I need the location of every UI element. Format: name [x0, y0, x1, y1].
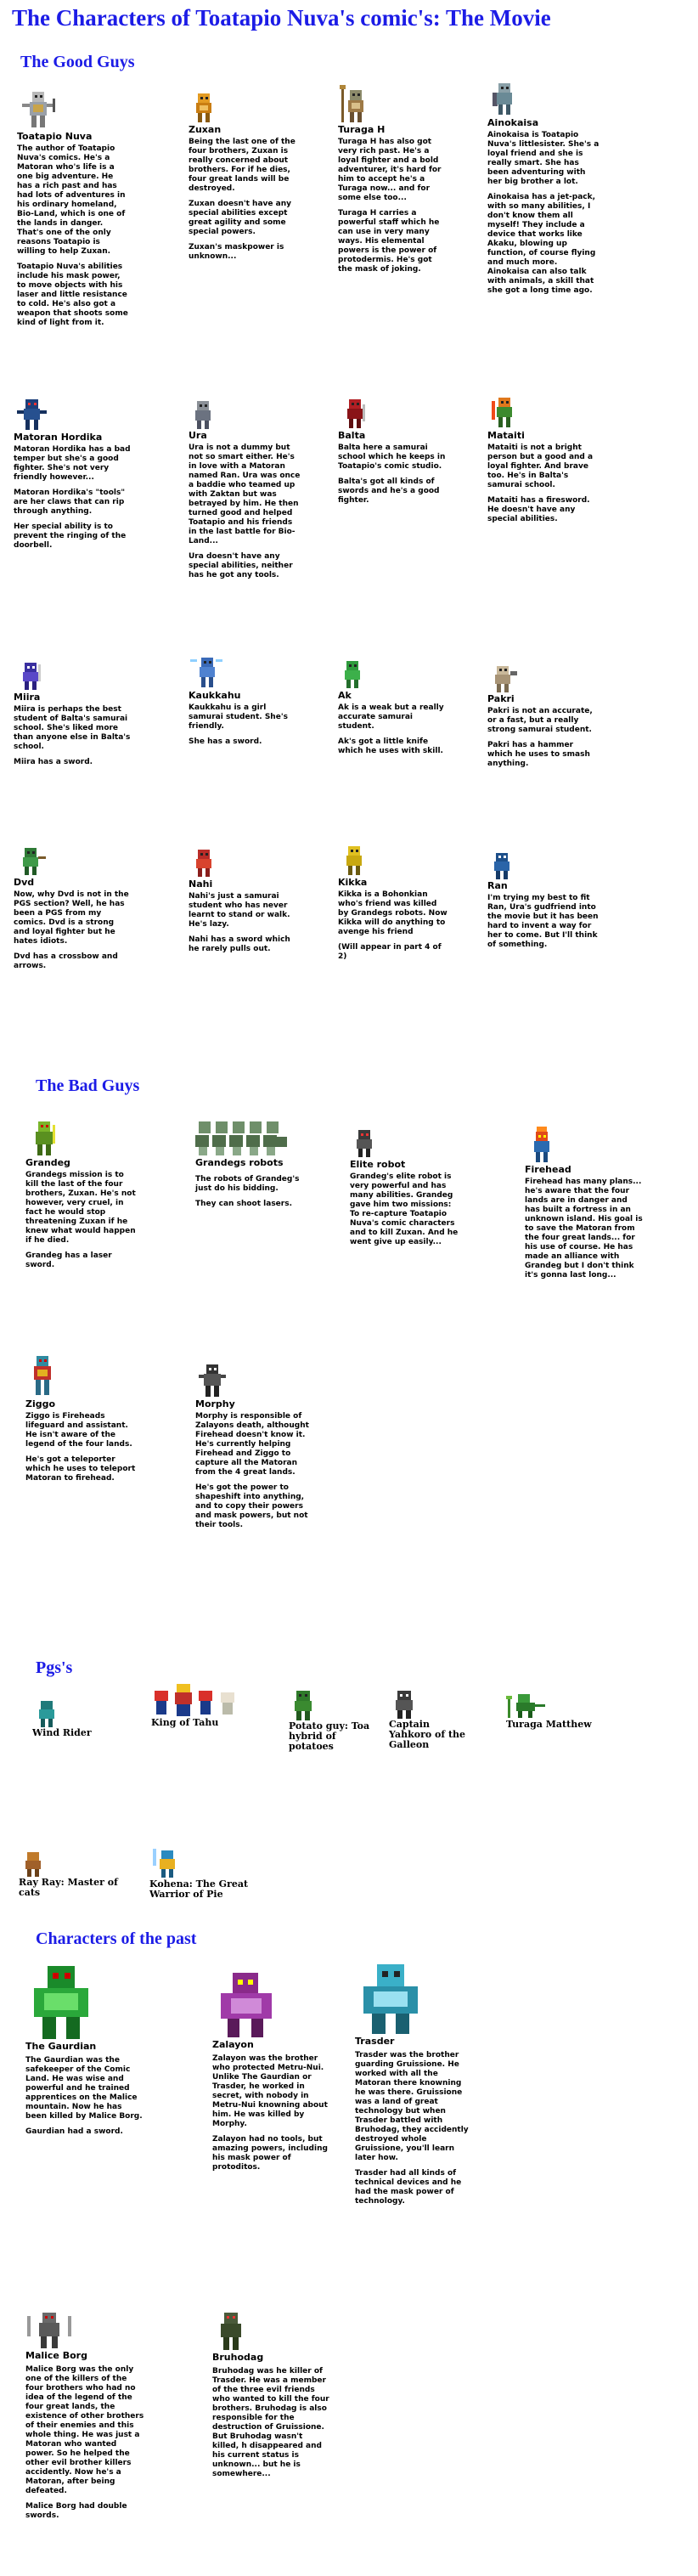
character-description: Firehead has many plans... he's aware that the four lands are in danger and has built a fortress in an unknown island. His goal is to save the Matoran from the four great lands... for his use of course. He has made an alliance with Grandeg but I don't think it's gonna last long... [525, 1178, 643, 1280]
character-name: Trasder [355, 2036, 395, 2047]
character-card-zuxan [189, 92, 301, 268]
character-description: Pakri is not an accurate, or a fast, but a really strong samurai student. Pakri has a hammer which he uses to smash anything. [487, 707, 593, 768]
turaga-matthew-sprite [506, 1691, 549, 1720]
pg-card-kohena [149, 1847, 260, 1900]
character-name: Ak [338, 690, 352, 701]
character-description: Being the last one of the four brothers, Zuxan is really concerned about brothers. For if he dies, four great lands will be destroyed. Zuxan doesn't have any special abilities except great agility and some special powers. Zuxan's maskpower is unknown... [189, 138, 296, 261]
character-card-firehead [525, 1127, 644, 1286]
pg-name: Kohena: The Great Warrior of Pie [149, 1878, 249, 1900]
character-name: Ainokaisa [487, 117, 539, 128]
character-name: Ran [487, 880, 508, 891]
character-description: The Gaurdian was the safekeeper of the Comic Land. He was wise and powerful and he trained apprentices on the Malice mountain. Now he has been killed by Malice Borg. Gaurdian had a sword. [25, 2056, 143, 2136]
character-description: I'm trying my best to fit Ran, Ura's gudfriend into the movie but it has been hard to invent a way for her to come. But I'll think of something. [487, 894, 599, 949]
character-description: Ainokaisa is Toatapio Nuva's littlesister. She's a loyal friend and she is really smart. She has been adventuring with her big brother a lot. Ainokaisa has a jet-pack, with so many abilities, I don't know them all myself! They include a device that works like Akaku, blowing up function, of course flying and much more. Ainokaisa can also talk with animals, a skill that she got a long time ago. [487, 131, 599, 295]
wind-rider-sprite [32, 1699, 61, 1728]
page-title: The Characters of Toatapio Nuva's comic's: The Movie [12, 5, 551, 31]
character-description: Kikka is a Bohonkian who's friend was killed by Grandegs robots. Now Kikka will do anything to avenge his friend (Will appear in part 4 of 2) [338, 890, 448, 961]
king-of-tahu-sprite [151, 1681, 245, 1718]
kikka-sprite [338, 845, 370, 877]
character-name: Matoran Hordika [14, 432, 103, 443]
character-card-ran [487, 851, 599, 956]
section-title-good-guys: The Good Guys [20, 53, 135, 71]
character-card-balta [338, 398, 448, 511]
potato-guy-sprite [289, 1689, 318, 1721]
character-name: Grandegs robots [195, 1157, 284, 1168]
character-description: Morphy is responsible of Zalayons death, althought Firehead doesn't know it. He's currently helping Firehead and Ziggo to capture all the Matoran from the 4 great lands. He's got the power to shapeshift into anything, and to copy their powers and mask powers, but not their tools. [195, 1412, 309, 1529]
ray-ray-sprite [19, 1850, 49, 1878]
character-description: Ak is a weak but a really accurate samurai student. Ak's got a little knife which he uses with skill. [338, 703, 444, 755]
character-name: Miira [14, 692, 41, 703]
pg-name: Wind Rider [32, 1727, 92, 1738]
character-card-grandegs-robots [195, 1120, 314, 1215]
character-description: Nahi's just a samurai student who has never learnt to stand or walk. He's lazy. Nahi has a sword which he rarely pulls out. [189, 892, 290, 953]
character-description: Malice Borg was the only one of the killers of the four brothers who had no idea of the legend of the four great lands, the existence of other brothers of their enemies and this whole thing. He was just a Matoran who wanted power. So he helped the other evil brother killers accidently. Now he's a Matoran, after being defeated. Malice Borg had double swords. [25, 2365, 144, 2520]
character-card-zalayon [212, 1971, 331, 2178]
character-card-toatapio-nuva [17, 90, 129, 334]
character-name: Malice Borg [25, 2350, 87, 2361]
section-title-characters-of-the-past: Characters of the past [36, 1929, 197, 1948]
character-description: Matoran Hordika has a bad temper but she's a good fighter. She's not very friendly however... Matoran Hordika's "tools" are her claws that can rip through anything. Her special ability is to prevent the ringing of the doorbell. [14, 445, 131, 550]
character-name: Ziggo [25, 1398, 56, 1409]
ran-sprite [487, 851, 516, 880]
pg-card-turaga-matthew [506, 1691, 625, 1730]
character-description: The author of Toatapio Nuva's comics. He's a Matoran who's life is a one big adventure. He has a rich past and has had lots of adventures in his ordinary homeland, Bio-Land, which is one of the lands in danger. That's one of the only reasons Toatapio is willing to help Zuxan. Toatapio Nuva's abilities include his mask power, to move objects with his laser and little resistance to cold. He's also got a weapon that shoots some kind of light from it. [17, 144, 128, 327]
bruhodag-sprite [212, 2311, 250, 2352]
character-card-ura [189, 399, 301, 586]
character-card-elite-robot [350, 1128, 462, 1253]
character-description: Ura is not a dummy but not so smart either. He's in love with a Matoran named Ran. Ura was once a baddie who teamed up with Zaktan but was betrayed by him. He then turned good and helped Toatapio and his friends in the last battle for Bio-Land... Ura doesn't have any special abilities, neither has he got any tools. [189, 443, 301, 579]
character-card-pakri [487, 664, 599, 775]
balta-sprite [338, 398, 372, 430]
ziggo-sprite [25, 1354, 59, 1398]
gaurdian-sprite [25, 1964, 97, 2041]
ainokaisa-sprite [487, 82, 521, 117]
character-description: Zalayon was the brother who protected Metru-Nui. Unlike The Gaurdian or Trasder, he worked in secret, with nobody in Metru-Nui knowning about him. He was killed by Morphy. Zalayon had no tools, but amazing powers, including his mask power of protoditos. [212, 2054, 328, 2172]
malice-borg-sprite [25, 2311, 73, 2350]
turaga-h-sprite [338, 85, 372, 124]
character-description: Now, why Dvd is not in the PGS section? Well, he has been a PGS from my comics. Dvd is a strong and loyal fighter but he hates idiots. Dvd has a crossbow and arrows. [14, 890, 129, 970]
ak-sprite [338, 659, 367, 690]
zuxan-sprite [189, 92, 219, 124]
trasder-sprite [355, 1963, 428, 2036]
character-name: Mataiti [487, 430, 525, 441]
pg-name: King of Tahu [151, 1717, 219, 1728]
grandeg-sprite [25, 1120, 63, 1157]
character-card-malice-borg [25, 2311, 144, 2527]
character-card-ak [338, 659, 448, 762]
character-description: Grandeg's elite robot is very powerful and has many abilities. Grandeg gave him two missions: To re-capture Toatapio Nuva's comic characters and to kill Zuxan. And he went give up easily... [350, 1172, 459, 1246]
morphy-sprite [195, 1363, 229, 1398]
character-card-dvd [14, 846, 131, 977]
pg-card-captain-yahkoro [389, 1689, 474, 1750]
character-name: Zuxan [189, 124, 222, 135]
pg-name: Turaga Matthew [506, 1719, 592, 1730]
character-name: Turaga H [338, 124, 386, 135]
captain-yahkoro-sprite [389, 1689, 419, 1720]
kohena-sprite [149, 1847, 183, 1879]
character-name: Kaukkahu [189, 690, 241, 701]
pg-card-ray-ray [19, 1850, 129, 1898]
character-description: Bruhodag was he killer of Trasder. He was a member of the three evil friends who wanted to kill the four brothers. Bruhodag is also responsible for the destruction of Gruissione. But Bruhodag wasn't killed, h disappeared and his current status is unknown... but he is somewhere... [212, 2367, 329, 2478]
character-card-bruhodag [212, 2311, 331, 2485]
character-description: Kaukkahu is a girl samurai student. She's friendly. She has a sword. [189, 703, 288, 746]
character-description: Balta here a samurai school which he keeps in Toatapio's comic studio. Balta's got all kinds of swords and he's a good fighter. [338, 443, 446, 505]
firehead-sprite [525, 1127, 559, 1164]
toatapio-nuva-sprite [17, 90, 59, 131]
character-card-ziggo [25, 1354, 139, 1489]
character-name: Grandeg [25, 1157, 70, 1168]
character-description: Mataiti is not a bright person but a good and a loyal fighter. And brave too. He's in Balta's samurai school. Mataiti has a firesword. He doesn't have any special abilities. [487, 443, 594, 523]
character-name: Toatapio Nuva [17, 131, 93, 142]
pakri-sprite [487, 664, 518, 693]
nahi-sprite [189, 848, 219, 878]
character-card-mataiti [487, 396, 599, 530]
character-name: Zalayon [212, 2039, 254, 2050]
character-name: Morphy [195, 1398, 235, 1409]
character-card-morphy [195, 1363, 314, 1536]
character-card-turaga-h [338, 85, 448, 280]
character-description: Turaga H has also got very rich past. He's a loyal fighter and a bold adventurer, it's hard for him to accept he's a Turaga now... and for some else too... Turaga H carries a powerful staff which he can use in very many ways. His elemental powers is the power of protodermis. He's got the mask of joking. [338, 138, 442, 274]
character-card-kaukkahu [189, 656, 301, 753]
pg-name: Potato guy: Toa hybrid of potatoes [289, 1720, 370, 1752]
character-name: Kikka [338, 877, 368, 888]
character-card-miira [14, 661, 131, 773]
character-name: Balta [338, 430, 366, 441]
character-name: Firehead [525, 1164, 571, 1175]
section-title-pgs: Pgs's [36, 1658, 73, 1677]
pg-name: Captain Yahkoro of the Galleon [389, 1719, 466, 1750]
pg-card-wind-rider [32, 1699, 134, 1738]
kaukkahu-sprite [189, 656, 226, 690]
character-card-kikka [338, 845, 448, 968]
character-card-matoran-hordika [14, 398, 131, 556]
character-name: Bruhodag [212, 2352, 264, 2363]
character-description: Grandegs mission is to kill the last of the four brothers, Zuxan. He's not however, very cruel, in fact he would stop threatening Zuxan if he knew what would happen if he died. Grandeg has a laser sword. [25, 1171, 136, 1269]
character-card-ainokaisa [487, 82, 599, 302]
character-name: Ura [189, 430, 207, 441]
matoran-hordika-sprite [14, 398, 51, 432]
character-name: Dvd [14, 877, 35, 888]
miira-sprite [14, 661, 48, 692]
character-card-trasder [355, 1963, 474, 2212]
pg-card-potato-guy [289, 1689, 382, 1752]
character-name: Pakri [487, 693, 515, 704]
pg-name: Ray Ray: Master of cats [19, 1877, 118, 1898]
ura-sprite [189, 399, 217, 430]
character-name: The Gaurdian [25, 2041, 97, 2052]
character-card-nahi [189, 848, 301, 960]
section-title-bad-guys: The Bad Guys [36, 1076, 140, 1095]
character-name: Nahi [189, 878, 213, 890]
grandegs-robots-sprite [195, 1120, 289, 1157]
mataiti-sprite [487, 396, 521, 430]
character-description: The robots of Grandeg's just do his bidding. They can shoot lasers. [195, 1175, 300, 1208]
character-description: Miira is perhaps the best student of Balta's samurai school. She's liked more than anyone else in Balta's school. Miira has a sword. [14, 705, 131, 766]
character-name: Elite robot [350, 1159, 406, 1170]
character-card-the-gaurdian [25, 1964, 144, 2143]
character-description: Trasder was the brother guarding Gruissione. He worked with all the Matoran there knowning he was there. Gruissione was a land of great technology but when Trasder battled with Bruhodag, they accidently destroyed whole Gruissione, you'll learn later how. Trasder had all kinds of technical devices and he had the mask power of technology. [355, 2051, 469, 2206]
zalayon-sprite [212, 1971, 280, 2039]
character-description: Ziggo is Fireheads lifeguard and assistant. He isn't aware of the legend of the four lands. He's got a teleporter which he uses to teleport Matoran to firehead. [25, 1412, 136, 1483]
character-card-grandeg [25, 1120, 139, 1276]
elite-robot-sprite [350, 1128, 379, 1159]
dvd-sprite [14, 846, 48, 877]
pg-card-king-of-tahu [151, 1681, 262, 1728]
